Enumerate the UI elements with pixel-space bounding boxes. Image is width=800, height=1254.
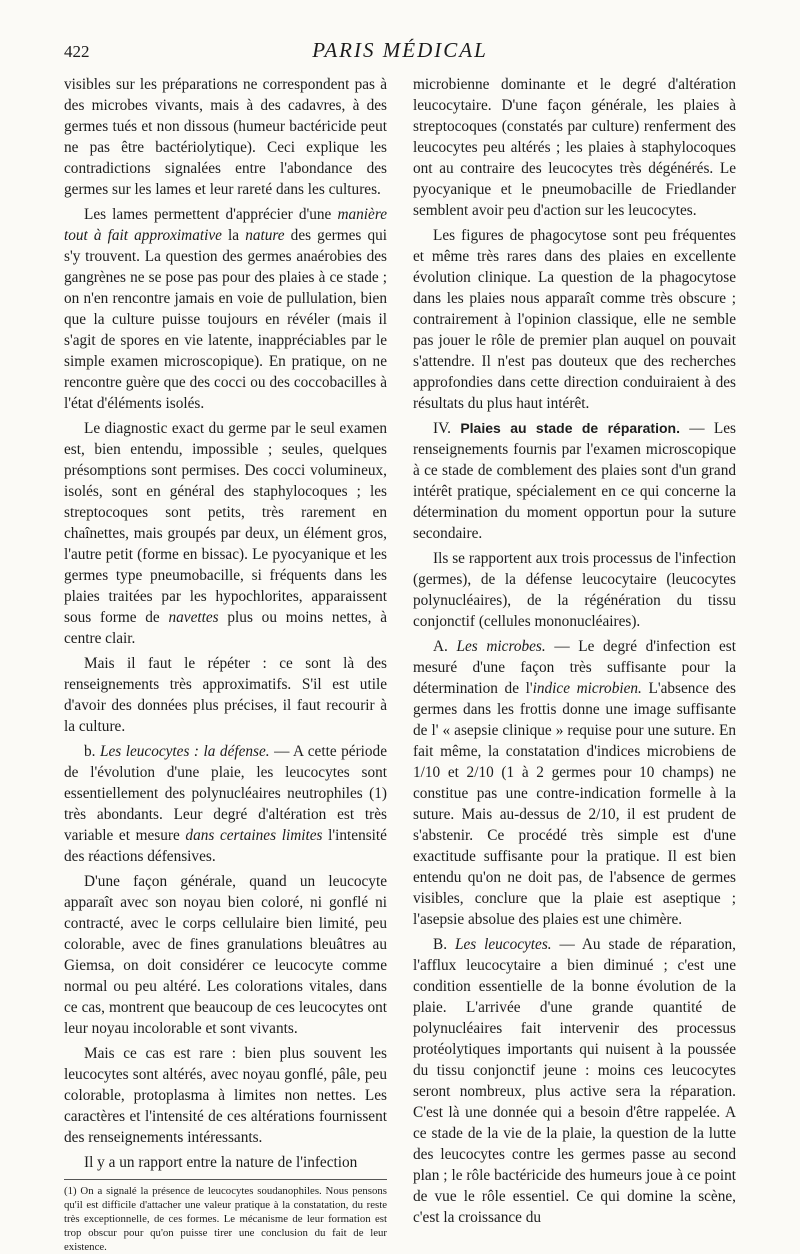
footnote-rule [64,1179,387,1180]
subsection-title: Les leucocytes : la défense. [99,743,270,760]
text-run: B. [433,936,455,953]
text-run: la [221,227,246,244]
page-number: 422 [64,42,90,61]
text-run: l'intensité des réactions défensives. [64,827,387,865]
right-column [413,74,736,1228]
text-run: L'absence des germes dans les frottis donne une image suffisante de l' « asepsie clinique » requise pour une suture. En fait même, la constatation d'indices microbiens de 1/10 et 2/10 (1 à 2 germes pour 10 champs) ne constitue pas une contre-indication formelle à la suture. Mais au-dessus de 2/10, il est prudent de s'abstenir. Ce procédé très simple est d'une exactitude suffisante pour la pratique. Il est bien entendu qu'on ne doit pas, de l'absence de germes visibles, conclure que la plaie est aseptique ; l'asepsie absolue des plaies est une chimère. [413,680,736,928]
text-run: — Les renseignements fournis par l'examen microscopique à ce stade de comblement des plaies sont d'un grand intérêt pratique, spécialement en ce qui concerne la détermination du moment opportun pour la suture secondaire. [413,420,736,542]
text-run: A. [433,638,457,655]
left-column [64,74,387,1254]
paragraph [413,934,736,1228]
text-run: Les lames permettent d'apprécier d'une [84,206,338,223]
text-run: — A cette période de l'évolution d'une plaie, les leucocytes sont essentiellement des polynucléaires neutrophiles (1) très abondants. Leur degré d'altération est très variable et mesure [64,743,387,844]
section-title: Plaies au stade de réparation. [460,420,680,436]
running-title: PARIS MÉDICAL [312,38,488,62]
paragraph [413,636,736,930]
paragraph [64,204,387,414]
emphasis: navettes [168,609,219,626]
text-run: Le diagnostic exact du germe par le seul examen est, bien entendu, impossible ; seules, quelques présomptions sont permises. Des cocci volumineux, isolés, sont en général des staphylocoques ; les streptocoques sont petits, très rarement en chaînettes, mais groupés par deux, un élément gros, l'autre petit (forme en bissac). Le pyocyanique et les germes type pneumobacille, si fréquents dans les plaies traitées par les hypochlorites, apparaissent sous forme de [64,420,387,626]
paragraph [64,741,387,867]
paragraph [413,418,736,544]
text-run: plus ou moins nettes, à centre clair. [64,609,387,647]
subsection-title: Les leucocytes. [454,936,552,953]
paragraph: microbienne dominante et le degré d'altération leucocytaire. D'une façon générale, les plaies à streptocoques (constatés par culture) renferment des leucocytes peu altérés ; les plaies à staphylocoques ont au contraire des leucocytes très dégénérés. Le pyocyanique et le pneumobacille de Friedlander semblent avoir peu d'action sur les leucocytes. [413,76,736,219]
emphasis: nature [245,227,285,244]
text-run: des germes qui s'y trouvent. La question des germes anaérobies des gangrènes ne se pose pas pour des plaies à ce stade ; on n'en rencontre jamais en voie de pullulation, bien que la culture puisse toujours en révéler (mais il s'agit de spores en vie latente, inappréciables par le simple examen microscopique). En pratique, on ne rencontre guère que des cocci ou des coccobacilles à l'état d'éléments isolés. [64,227,387,412]
paragraph [64,418,387,649]
footnote: (1) On a signalé la présence de leucocytes soudanophiles. Nous pensons qu'il est difficile d'attacher une valeur pratique à la constatation, du reste très exceptionnelle, de ces formes. Le mécanisme de leur formation est trop obscur pour qu'on puisse tirer une conclusion du fait de leur existence. [64,1185,387,1253]
paragraph: D'une façon générale, quand un leucocyte apparaît avec son noyau bien coloré, ni gonflé ni contracté, avec le corps cellulaire bien limité, peu colorable, avec de fines granulations bleuâtres au Giemsa, on doit considérer ce leucocyte comme normal ou peu altéré. Les colorations vitales, dans ce cas, montrent que beaucoup de ces leucocytes ont leur noyau incolorable et sont vivants. [64,873,387,1037]
paragraph: Mais ce cas est rare : bien plus souvent les leucocytes sont altérés, avec noyau gonflé, pâle, peu colorable, protoplasma à limites non nettes. Les caractères et l'intensité de ces altérations fournissent des renseignements intéressants. [64,1045,387,1146]
paragraph: Ils se rapportent aux trois processus de l'infection (germes), de la défense leucocytaire (leucocytes polynucléaires), de la régénération du tissu conjonctif (cellules mononucléaires). [413,550,736,630]
subsection-title: Les microbes. [456,638,546,655]
emphasis: dans certaines limites [185,827,323,844]
paragraph: Mais il faut le répéter : ce sont là des renseignements très approximatifs. S'il est utile d'avoir des données plus précises, il faut recourir à la culture. [64,655,387,735]
text-run: b. [84,743,100,760]
paragraph: visibles sur les préparations ne correspondent pas à des microbes vivants, mais à des cadavres, à des germes tués et non dissous (humeur bactéricide peut ne pas être bactériolytique). Ceci explique les contradictions signalées entre l'abondance des germes sur les lames et leur rareté dans les cultures. [64,76,387,198]
paragraph: Les figures de phagocytose sont peu fréquentes et même très rares dans des plaies en excellente évolution clinique. La question de la phagocytose dans les plaies nous apparaît comme très obscure ; contrairement à l'opinion classique, elle ne semble pas jouer le rôle de premier plan auquel on pouvait s'attendre. Il n'est pas douteux que des recherches approfondies dans cette direction conduiraient à des résultats du plus haut intérêt. [413,227,736,412]
text-run: IV. [433,420,461,437]
emphasis: manière tout à fait approximative [64,206,387,244]
emphasis: indice microbien. [532,680,642,697]
page-header [64,38,736,68]
paragraph: Il y a un rapport entre la nature de l'infection [84,1154,358,1171]
text-run: — Au stade de réparation, l'afflux leucocytaire a bien diminué ; c'est une condition essentielle de la bonne évolution de la plaie. L'arrivée d'une grande quantité de polynucléaires fait intervenir des processus protéolytiques importants qui nuisent à la poussée du tissu conjonctif jeune : moins ces leucocytes seront nombreux, plus active sera la réparation. C'est là une donnée qui a besoin d'être rappelée. A ce stade de la vie de la plaie, la question de la lutte des leucocytes contre les germes passe au second plan ; le rôle bactéricide des humeurs joue à ce point de vue le rôle essentiel. Ce qui domine la scène, c'est la croissance du [413,936,736,1226]
text-run: — Le degré d'infection est mesuré d'une façon très suffisante pour la détermination de l' [413,638,736,697]
